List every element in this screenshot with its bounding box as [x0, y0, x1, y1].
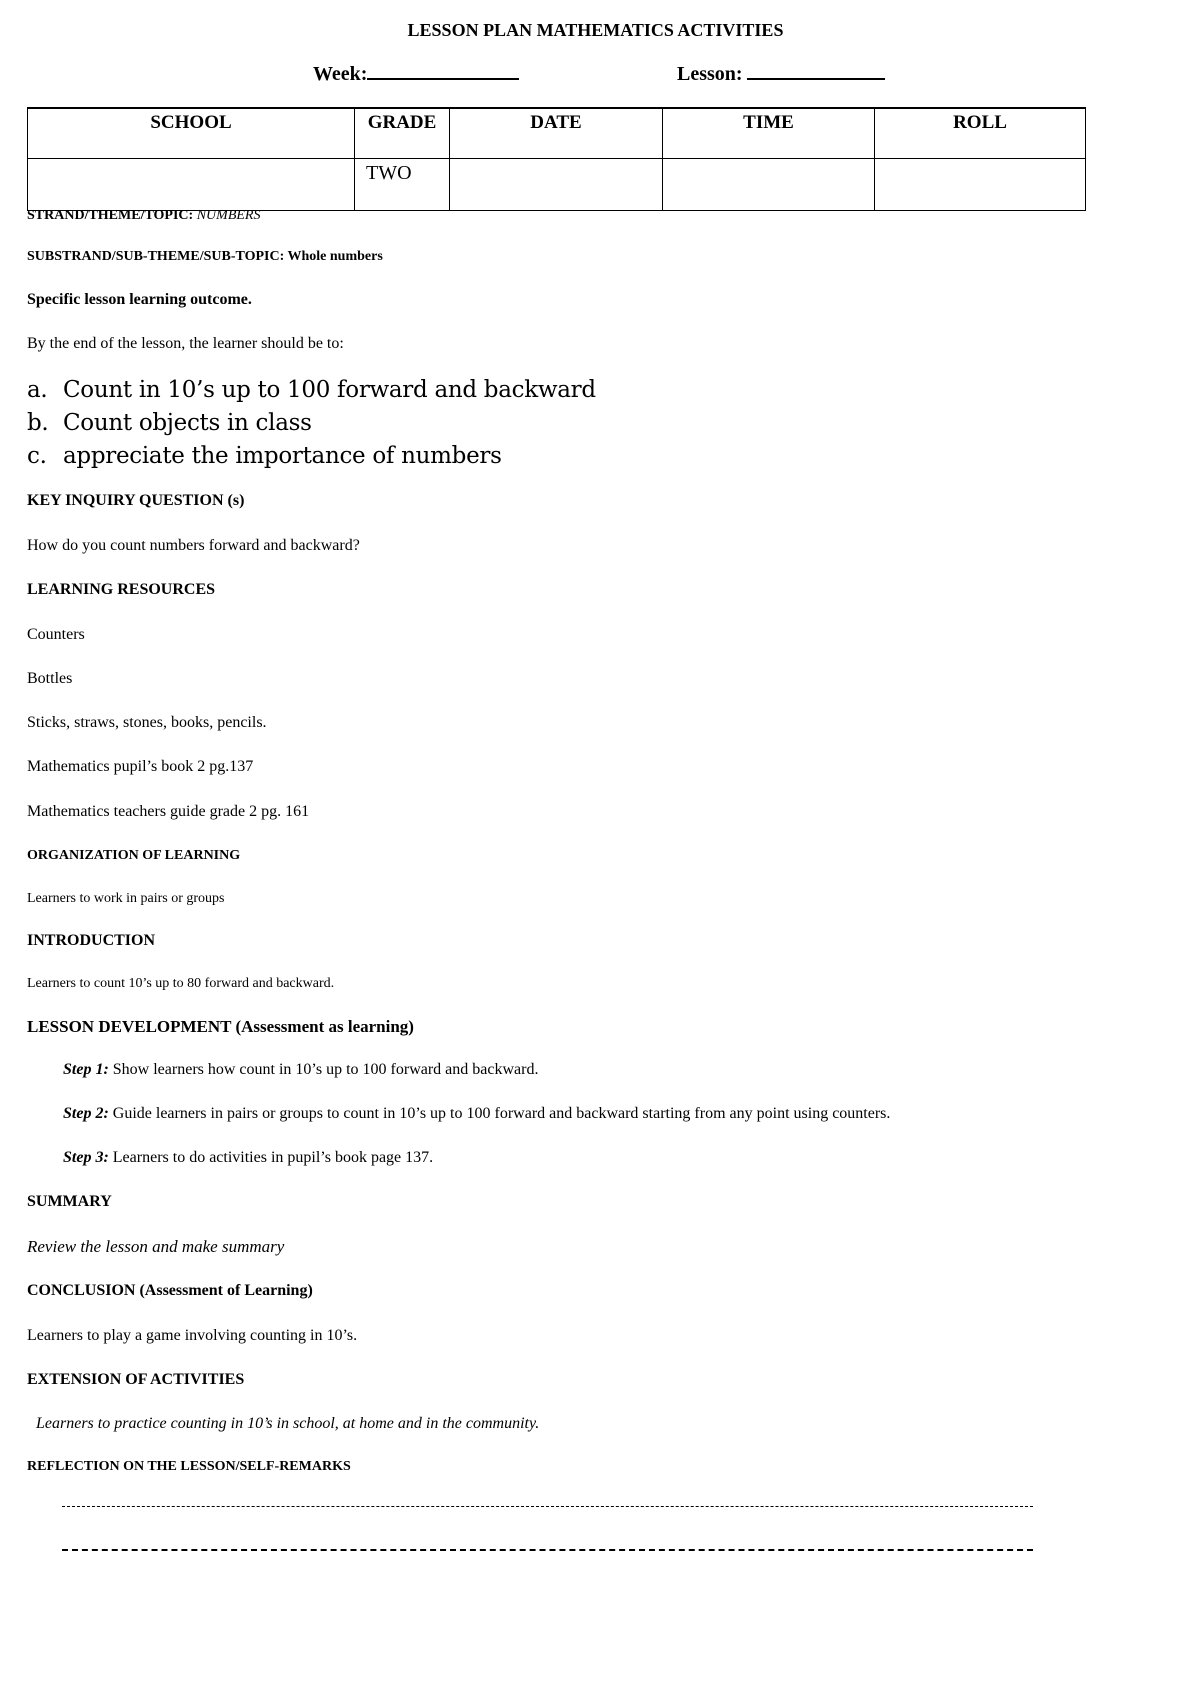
conclusion-heading: CONCLUSION (Assessment of Learning) — [27, 1282, 313, 1299]
summary-text: Review the lesson and make summary — [27, 1237, 285, 1256]
step-label: Step 3: — [63, 1149, 109, 1166]
table-row — [28, 159, 1086, 211]
substrand-value: Whole numbers — [287, 249, 383, 264]
substrand-line — [27, 249, 383, 265]
development-step — [63, 1149, 433, 1167]
extension-text: Learners to practice counting in 10’s in school, at home and in the community. — [36, 1415, 540, 1432]
week-blank[interactable] — [367, 60, 519, 80]
extension-heading: EXTENSION OF ACTIVITIES — [27, 1371, 245, 1388]
conclusion-text: Learners to play a game involving counting in 10’s. — [27, 1327, 358, 1344]
outcomes-intro: By the end of the lesson, the learner should be to: — [27, 335, 344, 352]
outcome-item — [27, 410, 312, 436]
column-header-date: DATE — [450, 108, 663, 159]
step-text: Show learners how count in 10’s up to 100 forward and backward. — [108, 1061, 539, 1078]
development-step — [63, 1105, 890, 1123]
organization-text: Learners to work in pairs or groups — [27, 891, 225, 906]
step-label: Step 1: — [63, 1061, 109, 1078]
week-field — [313, 60, 519, 86]
cell-grade[interactable]: TWO — [355, 159, 450, 211]
strand-label: STRAND/THEME/TOPIC: — [27, 208, 194, 223]
week-label: Week: — [313, 63, 368, 85]
strand-value: NUMBERS — [196, 208, 261, 223]
cell-date[interactable] — [450, 159, 663, 211]
substrand-label: SUBSTRAND/SUB-THEME/SUB-TOPIC: — [27, 249, 285, 264]
lesson-info-table — [27, 107, 1086, 211]
reflection-line[interactable] — [62, 1549, 1033, 1551]
column-header-time: TIME — [663, 108, 875, 159]
outcome-text: Count in 10’s up to 100 forward and backward — [63, 377, 596, 403]
lesson-label: Lesson: — [677, 63, 743, 85]
column-header-school: SCHOOL — [28, 108, 355, 159]
column-header-roll: ROLL — [875, 108, 1086, 159]
lesson-blank[interactable] — [747, 60, 885, 80]
resources-heading: LEARNING RESOURCES — [27, 581, 216, 598]
introduction-heading: INTRODUCTION — [27, 932, 156, 949]
cell-school[interactable] — [28, 159, 355, 211]
key-inquiry-heading: KEY INQUIRY QUESTION (s) — [27, 492, 245, 509]
outcomes-heading: Specific lesson learning outcome. — [27, 291, 252, 308]
outcome-item — [27, 443, 502, 469]
outcome-marker: b. — [27, 410, 49, 436]
document-title: LESSON PLAN MATHEMATICS ACTIVITIES — [407, 20, 784, 40]
reflection-line[interactable] — [62, 1506, 1033, 1507]
reflection-heading: REFLECTION ON THE LESSON/SELF-REMARKS — [27, 1459, 351, 1474]
key-inquiry-question: How do you count numbers forward and backward? — [27, 537, 360, 554]
step-text: Guide learners in pairs or groups to count in 10’s up to 100 forward and backward starting from any point using counters. — [108, 1105, 891, 1122]
step-label: Step 2: — [63, 1105, 109, 1122]
strand-line — [27, 208, 260, 224]
table-header-row — [28, 108, 1086, 159]
outcome-item — [27, 377, 596, 403]
summary-heading: SUMMARY — [27, 1193, 112, 1210]
cell-time[interactable] — [663, 159, 875, 211]
outcome-marker: a. — [27, 377, 48, 403]
resource-item: Mathematics teachers guide grade 2 pg. 161 — [27, 803, 310, 820]
resource-item: Mathematics pupil’s book 2 pg.137 — [27, 758, 254, 775]
column-header-grade: GRADE — [355, 108, 450, 159]
outcome-marker: c. — [27, 443, 47, 469]
introduction-text: Learners to count 10’s up to 80 forward and backward. — [27, 976, 335, 991]
cell-roll[interactable] — [875, 159, 1086, 211]
outcome-text: appreciate the importance of numbers — [63, 443, 502, 469]
development-step — [63, 1061, 538, 1079]
resource-item: Bottles — [27, 670, 73, 687]
step-text: Learners to do activities in pupil’s book page 137. — [108, 1149, 434, 1166]
lesson-field — [677, 60, 885, 86]
resource-item: Counters — [27, 626, 85, 643]
outcome-text: Count objects in class — [63, 410, 312, 436]
resource-item: Sticks, straws, stones, books, pencils. — [27, 714, 267, 731]
development-heading: LESSON DEVELOPMENT (Assessment as learning) — [27, 1017, 414, 1036]
organization-heading: ORGANIZATION OF LEARNING — [27, 848, 241, 863]
